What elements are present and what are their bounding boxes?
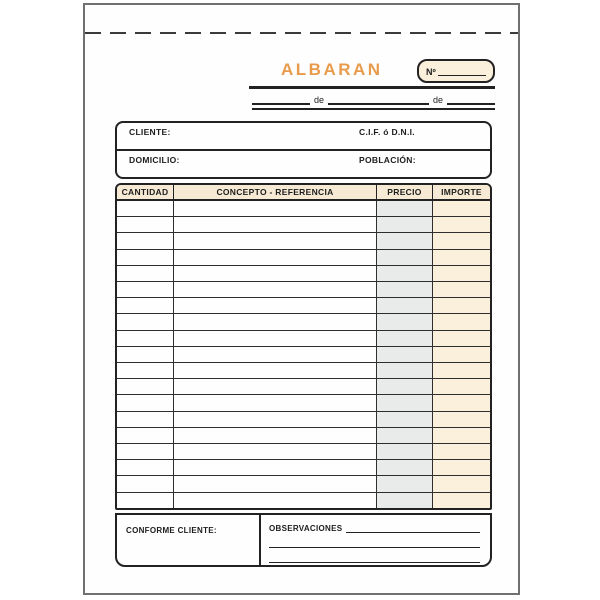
cell-cantidad (117, 363, 174, 378)
table-row (117, 233, 490, 249)
document-number-box (417, 59, 495, 83)
conforme-cliente-label: CONFORME CLIENTE: (126, 526, 217, 535)
cell-concepto (174, 476, 377, 491)
footer-box (115, 513, 492, 567)
cell-importe (433, 298, 490, 313)
cell-cantidad (117, 314, 174, 329)
cell-importe (433, 347, 490, 362)
cell-precio (377, 363, 433, 378)
cell-importe (433, 363, 490, 378)
cif-label: C.I.F. ó D.N.I. (359, 127, 415, 137)
cell-importe (433, 379, 490, 394)
cell-precio (377, 298, 433, 313)
observaciones-blank-line (346, 532, 480, 533)
cell-cantidad (117, 201, 174, 216)
cell-precio (377, 250, 433, 265)
date-year-blank (447, 93, 495, 105)
cell-cantidad (117, 493, 174, 508)
cell-precio (377, 460, 433, 475)
cell-importe (433, 314, 490, 329)
cell-precio (377, 476, 433, 491)
date-day-blank (252, 93, 310, 105)
table-row (117, 298, 490, 314)
table-row (117, 460, 490, 476)
table-row (117, 476, 490, 492)
cell-importe (433, 460, 490, 475)
customer-row-client (117, 123, 490, 151)
column-header-precio: PRECIO (377, 185, 433, 199)
number-blank-line (438, 75, 486, 76)
cell-cantidad (117, 233, 174, 248)
cell-concepto (174, 298, 377, 313)
cell-concepto (174, 460, 377, 475)
table-row (117, 347, 490, 363)
observaciones-blank-line (269, 562, 480, 563)
cell-importe (433, 201, 490, 216)
date-underline (252, 108, 495, 110)
observaciones-blank-line (269, 547, 480, 548)
cell-precio (377, 331, 433, 346)
cell-precio (377, 233, 433, 248)
cell-concepto (174, 347, 377, 362)
observaciones-cell (261, 515, 490, 565)
cell-precio (377, 444, 433, 459)
cell-concepto (174, 201, 377, 216)
observaciones-label: OBSERVACIONES (269, 524, 343, 533)
date-word-de-2: de (432, 95, 443, 105)
cell-cantidad (117, 331, 174, 346)
column-header-cantidad: CANTIDAD (117, 185, 174, 199)
items-table (115, 183, 492, 510)
table-row (117, 250, 490, 266)
cell-precio (377, 493, 433, 508)
date-word-de-1: de (314, 95, 325, 105)
cell-concepto (174, 266, 377, 281)
number-label: Nº (426, 67, 436, 77)
observaciones-row (269, 524, 482, 533)
cell-precio (377, 282, 433, 297)
cell-cantidad (117, 347, 174, 362)
cell-concepto (174, 412, 377, 427)
cell-cantidad (117, 379, 174, 394)
cell-concepto (174, 217, 377, 232)
items-table-header (117, 185, 490, 201)
date-month-blank (328, 93, 429, 105)
table-row (117, 395, 490, 411)
cell-concepto (174, 331, 377, 346)
customer-row-address (117, 151, 490, 177)
cell-importe (433, 428, 490, 443)
table-row (117, 493, 490, 508)
cell-cantidad (117, 428, 174, 443)
cell-precio (377, 428, 433, 443)
cell-cantidad (117, 282, 174, 297)
cell-precio (377, 266, 433, 281)
cell-concepto (174, 314, 377, 329)
conforme-cliente-cell (117, 515, 261, 565)
cell-cantidad (117, 412, 174, 427)
table-row (117, 444, 490, 460)
cell-concepto (174, 395, 377, 410)
cell-importe (433, 250, 490, 265)
table-row (117, 331, 490, 347)
form-paper (83, 3, 520, 595)
cell-importe (433, 266, 490, 281)
table-row (117, 428, 490, 444)
cell-cantidad (117, 395, 174, 410)
perforation-dashed-line (85, 32, 518, 34)
table-row (117, 217, 490, 233)
cell-concepto (174, 428, 377, 443)
cell-precio (377, 395, 433, 410)
items-table-body (117, 201, 490, 508)
table-row (117, 412, 490, 428)
cell-importe (433, 331, 490, 346)
cell-cantidad (117, 298, 174, 313)
cell-cantidad (117, 476, 174, 491)
date-line (252, 93, 495, 105)
cell-concepto (174, 444, 377, 459)
form-title: ALBARAN (281, 60, 383, 79)
cell-importe (433, 493, 490, 508)
column-header-importe: IMPORTE (441, 187, 482, 197)
cell-precio (377, 314, 433, 329)
cell-importe (433, 476, 490, 491)
cell-cantidad (117, 460, 174, 475)
cell-precio (377, 201, 433, 216)
cell-cantidad (117, 444, 174, 459)
cell-importe (433, 282, 490, 297)
table-row (117, 282, 490, 298)
cell-precio (377, 347, 433, 362)
cell-precio (377, 217, 433, 232)
cell-importe (433, 217, 490, 232)
cell-concepto (174, 282, 377, 297)
table-row (117, 314, 490, 330)
address-label: DOMICILIO: (129, 155, 180, 165)
column-header-concepto: CONCEPTO - REFERENCIA (174, 185, 377, 199)
cell-importe (433, 412, 490, 427)
client-label: CLIENTE: (129, 127, 171, 137)
cell-precio (377, 379, 433, 394)
cell-concepto (174, 379, 377, 394)
table-row (117, 201, 490, 217)
cell-importe (433, 233, 490, 248)
title-rule (249, 86, 495, 89)
table-row (117, 363, 490, 379)
table-row (117, 379, 490, 395)
table-row (117, 266, 490, 282)
cell-importe (433, 395, 490, 410)
cell-concepto (174, 493, 377, 508)
cell-cantidad (117, 217, 174, 232)
cell-concepto (174, 233, 377, 248)
cell-concepto (174, 250, 377, 265)
cell-cantidad (117, 250, 174, 265)
cell-precio (377, 412, 433, 427)
cell-concepto (174, 363, 377, 378)
cell-importe (433, 444, 490, 459)
cell-cantidad (117, 266, 174, 281)
customer-box (115, 121, 492, 179)
city-label: POBLACIÓN: (359, 155, 416, 165)
